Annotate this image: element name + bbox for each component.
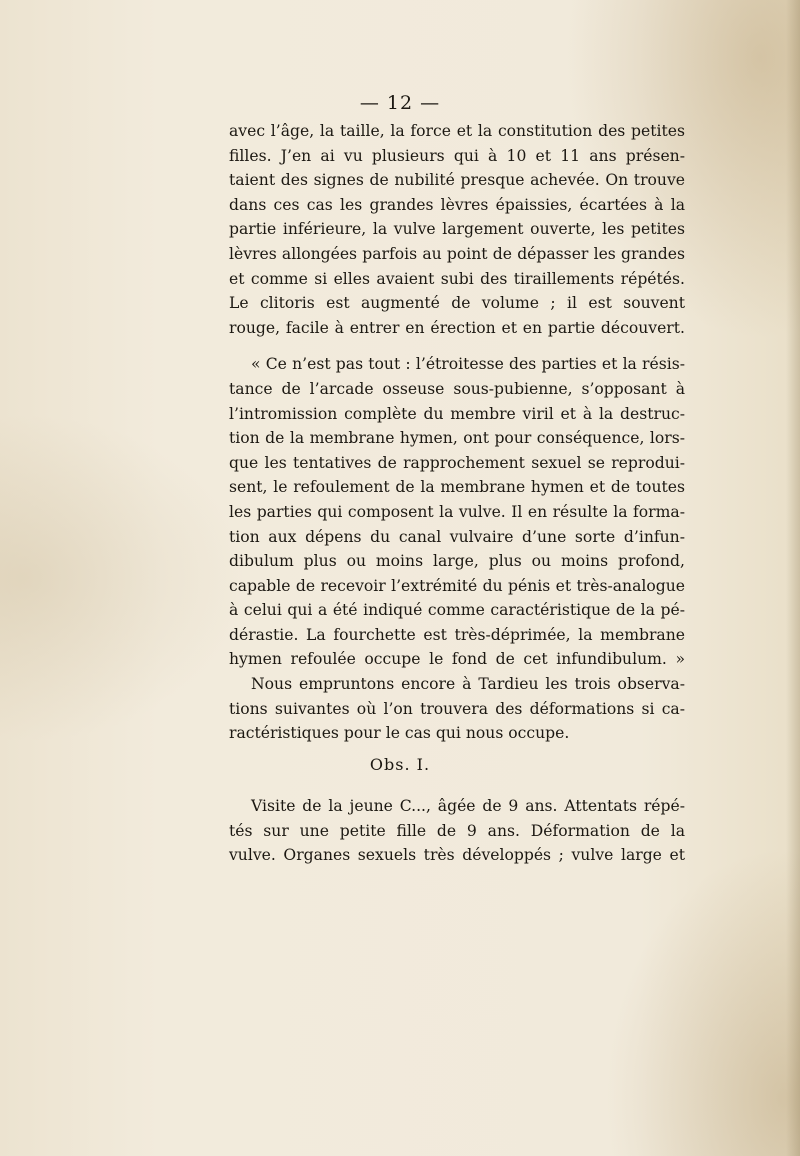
text-line: dérastie. La fourchette est très-déprimée, la membrane [229, 625, 685, 644]
text-line: à celui qui a été indiqué comme caractéristique de la pé- [229, 601, 685, 620]
text-line: et comme si elles avaient subi des tiraillements répétés. [229, 269, 685, 288]
text-line: tion aux dépens du canal vulvaire d’une sorte d’infun- [229, 527, 685, 546]
text-line: « Ce n’est pas tout : l’étroitesse des parties et la résis- [251, 355, 685, 374]
text-line: que les tentatives de rapprochement sexuel se reprodui- [229, 453, 685, 472]
text-line: taient des signes de nubilité presque achevée. On trouve [229, 171, 685, 190]
text-line: Visite de la jeune C..., âgée de 9 ans. Attentats répé- [251, 797, 685, 815]
text-line: tance de l’arcade osseuse sous-pubienne, s’opposant à [229, 379, 685, 398]
text-line: hymen refoulée occupe le fond de cet infundibulum. » [229, 650, 685, 669]
text-line: vulve. Organes sexuels très développés ; vulve large et [229, 846, 685, 865]
text-line: lèvres allongées parfois au point de dépasser les grandes [229, 244, 685, 263]
text-line: sent, le refoulement de la membrane hymen et de toutes [229, 478, 685, 497]
paragraph-gap [229, 340, 685, 352]
text-line: dans ces cas les grandes lèvres épaissies, écartées à la [229, 195, 685, 214]
page-number: — 12 — [359, 92, 441, 114]
text-line: Le clitoris est augmenté de volume ; il est souvent [229, 294, 685, 313]
observation-heading: Obs. I. [369, 755, 431, 774]
text-line: tions suivantes où l’on trouvera des déformations si ca- [229, 699, 685, 718]
text-line: rouge, facile à entrer en érection et en partie découvert. [229, 318, 685, 337]
body-text-upper [229, 119, 685, 746]
text-line: l’intromission complète du membre viril et à la destruc- [229, 404, 685, 423]
text-line: filles. J’en ai vu plusieurs qui à 10 et 11 ans présen- [229, 146, 685, 165]
text-line: Nous empruntons encore à Tardieu les trois observa- [251, 675, 685, 694]
text-line: tion de la membrane hymen, ont pour conséquence, lors- [229, 429, 685, 448]
text-line: capable de recevoir l’extrémité du pénis et très-analogue [229, 576, 685, 595]
text-line: partie inférieure, la vulve largement ouverte, les petites [229, 220, 685, 239]
text-line: dibulum plus ou moins large, plus ou moins profond, [229, 552, 685, 571]
text-line: ractéristiques pour le cas qui nous occupe. [229, 724, 570, 743]
text-line: tés sur une petite fille de 9 ans. Déformation de la [229, 821, 685, 840]
body-text-lower [229, 794, 685, 868]
page-edge-shadow [786, 0, 800, 1156]
text-line: les parties qui composent la vulve. Il en résulte la forma- [229, 502, 685, 521]
text-line: avec l’âge, la taille, la force et la constitution des petites [229, 122, 685, 140]
